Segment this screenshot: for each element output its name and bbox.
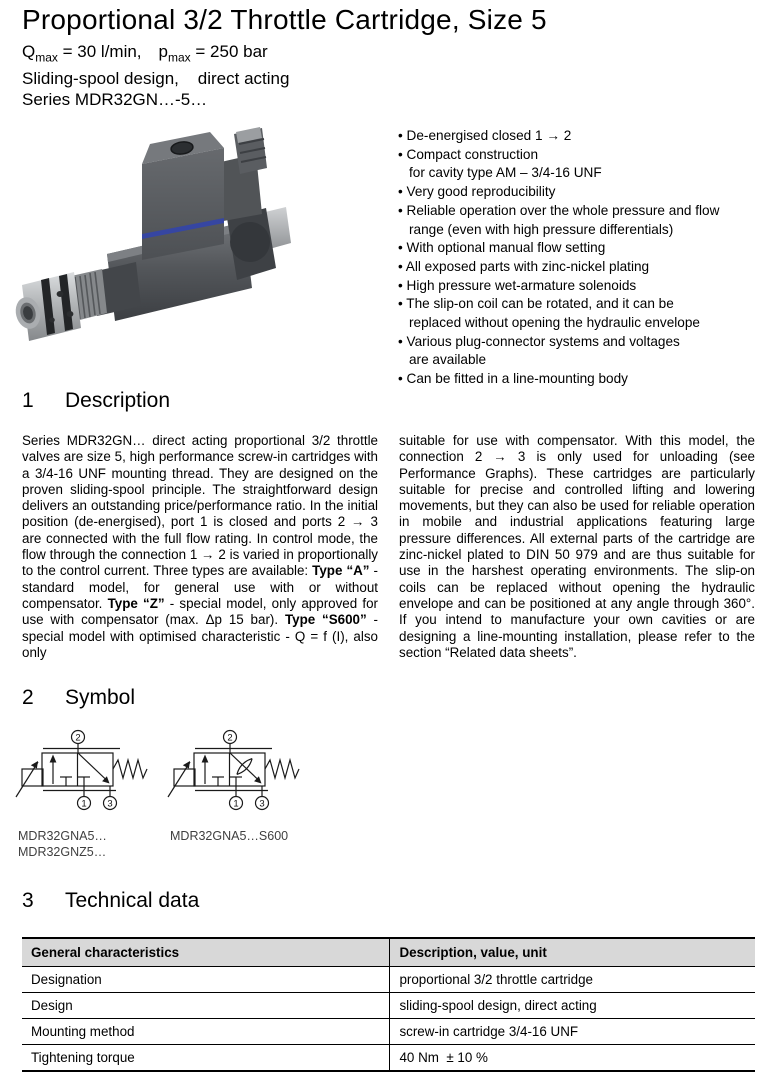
- description-column-right: suitable for use with compensator. With this model, the connection 2 → 3 is only used for unloading (see Performance Graphs). These cartridges are particularly suitable for precise and controlled lifting and lowering movements, but they can also be used for reliable operation in mobile and industrial applications featuring large pressure differences. All external parts of the cartridge are zinc-nickel plated to DIN 50 979 and are thus suitable for use in the harshest operating environments. The slip-on coils can be replaced without opening the hydraulic envelope and can be positioned at any angle through 360°. If you intend to manufacture your own cavities or are designing a line-mounting installation, please refer to the section “Related data sheets”.: [399, 433, 755, 660]
- qmax-symbol: Q: [22, 42, 36, 61]
- design-line: Sliding-spool design, direct acting: [22, 69, 290, 89]
- table-cell: Design: [22, 993, 390, 1019]
- feature-item: • All exposed parts with zinc-nickel plating: [398, 258, 772, 277]
- section-heading-description: [22, 389, 170, 413]
- type-name-bold: Type “S600”: [284, 612, 367, 628]
- table-row: [22, 1045, 755, 1072]
- pmax-symbol: p: [158, 42, 168, 61]
- table-header-cell: Description, value, unit: [390, 938, 755, 967]
- type-name-bold: Type “Z”: [107, 595, 165, 611]
- valve-symbol-s600: [162, 724, 314, 832]
- feature-item: • The slip-on coil can be rotated, and it can be replaced without opening the hydraulic envelope: [398, 295, 772, 332]
- section-title: Technical data: [65, 889, 200, 912]
- body-text: - standard model, for general use with or without compensator.: [22, 563, 378, 611]
- feature-item: • High pressure wet-armature solenoids: [398, 277, 772, 296]
- description-columns: [22, 433, 756, 661]
- page-title: Proportional 3/2 Throttle Cartridge, Size 5: [22, 4, 547, 35]
- table-cell: Mounting method: [22, 1019, 390, 1045]
- technical-data-table: [22, 937, 755, 1072]
- section-title: Description: [65, 389, 171, 412]
- model-code: MDR32GNZ5…: [18, 845, 107, 859]
- spring-symbol: [265, 760, 299, 778]
- ratings-line: [22, 41, 289, 68]
- cartridge-nose: [12, 272, 81, 341]
- pmax-subscript: max: [168, 50, 191, 65]
- qmax-subscript: max: [35, 50, 58, 65]
- series-line: Series MDR32GN…-5…: [22, 90, 208, 110]
- feature-item: • With optional manual flow setting: [398, 239, 772, 258]
- connector-block: [142, 132, 224, 260]
- table-cell: 40 Nm ± 10 %: [390, 1045, 755, 1072]
- port-3-label: 3: [107, 798, 113, 810]
- section-number: 2: [22, 686, 34, 709]
- feature-item: • Can be fitted in a line-mounting body: [398, 370, 772, 389]
- spring-symbol: [113, 760, 147, 778]
- table-cell: Tightening torque: [22, 1045, 390, 1072]
- section-number: 3: [22, 889, 34, 912]
- port-3-label: 3: [259, 798, 265, 810]
- port-2-label: 2: [227, 732, 233, 744]
- model-code: MDR32GNA5…S600: [170, 829, 289, 843]
- body-text: - special model, only approved for use with compensator (max. Δp 15 bar).: [22, 595, 378, 628]
- valve-symbol-standard: [10, 724, 162, 832]
- port-1-label: 1: [81, 798, 87, 810]
- feature-item: • Compact construction for cavity type AM – 3/4-16 UNF: [398, 146, 772, 183]
- table-cell: proportional 3/2 throttle cartridge: [390, 967, 755, 993]
- table-cell: screw-in cartridge 3/4-16 UNF: [390, 1019, 755, 1045]
- feature-list: [398, 127, 772, 389]
- description-column-left: [22, 433, 378, 661]
- subtitle-block: [22, 41, 289, 110]
- body-text: Series MDR32GN… direct acting proportional 3/2 throttle valves are size 5, high performance screw-in cartridges with a 3/4-16 UNF mounting thread. They are designed on the proven sliding-spool principle. The straightforward design delivers an outstanding price/performance ratio. In the initial position (de-energised), port 1 is closed and ports 2 → 3 are connected with the full flow rating. In control mode, the flow through the connection 1 → 2 is varied in proportionally to the control current. Three types are available:: [22, 433, 378, 579]
- table-cell: Designation: [22, 967, 390, 993]
- section-heading-symbol: [22, 686, 135, 710]
- table-row: [22, 1019, 755, 1045]
- symbol-model-label: [170, 828, 288, 844]
- section-number: 1: [22, 389, 34, 412]
- model-code: MDR32GNA5…: [18, 829, 107, 843]
- section-title: Symbol: [65, 686, 136, 709]
- table-row: [22, 967, 755, 993]
- table-cell: sliding-spool design, direct acting: [390, 993, 755, 1019]
- body-text: - special model with optimised characteristic - Q = f (I), also only: [22, 612, 378, 660]
- symbol-model-label: [18, 828, 107, 860]
- feature-item: • De-energised closed 1 → 2: [398, 127, 772, 146]
- table-header-cell: General characteristics: [22, 938, 390, 967]
- feature-item: • Reliable operation over the whole pressure and flow range (even with high pressure differentials): [398, 202, 772, 239]
- port-2-label: 2: [75, 732, 81, 744]
- type-name-bold: Type “A”: [312, 563, 370, 579]
- qmax-value: = 30 l/min,: [57, 42, 142, 61]
- table-row: [22, 993, 755, 1019]
- feature-item: • Various plug-connector systems and voltages are available: [398, 333, 772, 370]
- port-1-label: 1: [233, 798, 239, 810]
- product-photo: [12, 122, 322, 372]
- section-heading-technical: [22, 889, 199, 913]
- table-header-row: [22, 938, 755, 967]
- pmax-value: = 250 bar: [190, 42, 268, 61]
- feature-item: • Very good reproducibility: [398, 183, 772, 202]
